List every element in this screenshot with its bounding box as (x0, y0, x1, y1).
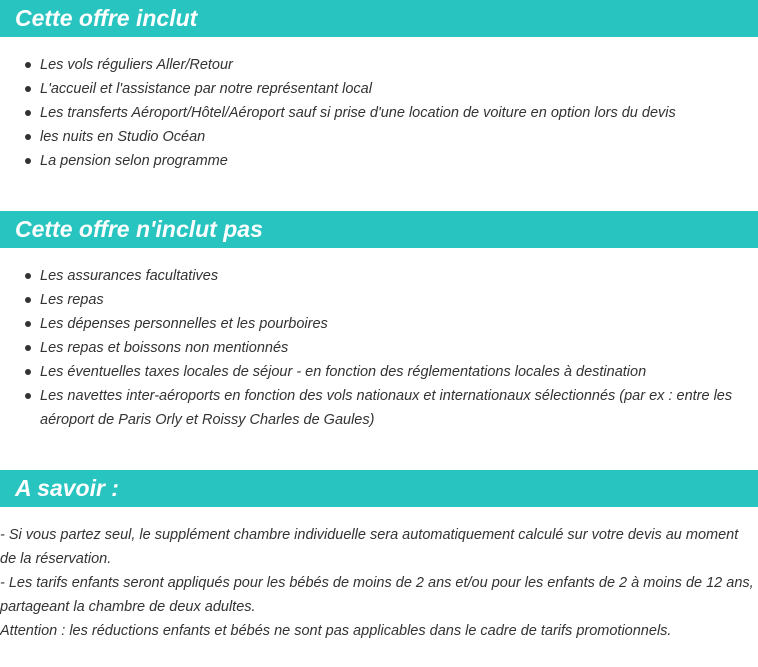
excluded-header (0, 211, 758, 248)
to-know-section (0, 470, 758, 643)
list-item (0, 53, 758, 77)
note-single-supplement: - Si vous partez seul, le supplément chambre individuelle sera automatiquement calculé sur votre devis au moment de la réservation. (0, 527, 739, 567)
list-item-text: Les assurances facultatives (40, 268, 219, 284)
list-item (0, 77, 758, 101)
list-item-text: Les repas (40, 292, 104, 308)
bullet-icon (25, 110, 31, 116)
list-item (0, 384, 758, 432)
to-know-title: A savoir : (15, 475, 119, 501)
bullet-icon (25, 158, 31, 164)
included-header (0, 0, 758, 37)
bullet-icon (25, 321, 31, 327)
bullet-icon (25, 393, 31, 399)
list-item (0, 360, 758, 384)
list-item-text: Les vols réguliers Aller/Retour (40, 57, 233, 73)
to-know-header (0, 470, 758, 507)
bullet-icon (25, 134, 31, 140)
bullet-icon (25, 62, 31, 68)
bullet-icon (25, 273, 31, 279)
list-item (0, 149, 758, 173)
list-item (0, 312, 758, 336)
excluded-title: Cette offre n'inclut pas (15, 216, 263, 242)
list-item-text: Les dépenses personnelles et les pourboires (40, 316, 328, 332)
bullet-icon (25, 297, 31, 303)
list-item-text: les nuits en Studio Océan (40, 129, 206, 145)
bullet-icon (25, 86, 31, 92)
list-item (0, 288, 758, 312)
included-title: Cette offre inclut (15, 5, 198, 31)
note-child-rates: - Les tarifs enfants seront appliqués pour les bébés de moins de 2 ans et/ou pour les enfants de 2 à moins de 12 ans, partageant la chambre de deux adultes. (0, 575, 754, 615)
included-list (0, 53, 758, 173)
list-item-text: La pension selon programme (40, 153, 228, 169)
list-item-text: Les repas et boissons non mentionnés (40, 340, 289, 356)
list-item-text: Les navettes inter-aéroports en fonction des vols nationaux et internationaux sélectionnés (par ex : entre les aéroport de Paris Orly et Roissy Charles de Gaules) (40, 388, 733, 428)
note-promo-warning: Attention : les réductions enfants et bébés ne sont pas applicables dans le cadre de tarifs promotionnels. (0, 623, 672, 639)
list-item-text: L'accueil et l'assistance par notre représentant local (40, 81, 372, 97)
list-item-text: Les transferts Aéroport/Hôtel/Aéroport sauf si prise d'une location de voiture en option lors du devis (40, 105, 676, 121)
to-know-notes (0, 523, 758, 643)
bullet-icon (25, 345, 31, 351)
list-item-text: Les éventuelles taxes locales de séjour - en fonction des réglementations locales à destination (40, 364, 647, 380)
list-item (0, 125, 758, 149)
list-item (0, 101, 758, 125)
included-section (0, 0, 758, 173)
excluded-section (0, 211, 758, 432)
list-item (0, 336, 758, 360)
list-item (0, 264, 758, 288)
excluded-list (0, 264, 758, 432)
bullet-icon (25, 369, 31, 375)
